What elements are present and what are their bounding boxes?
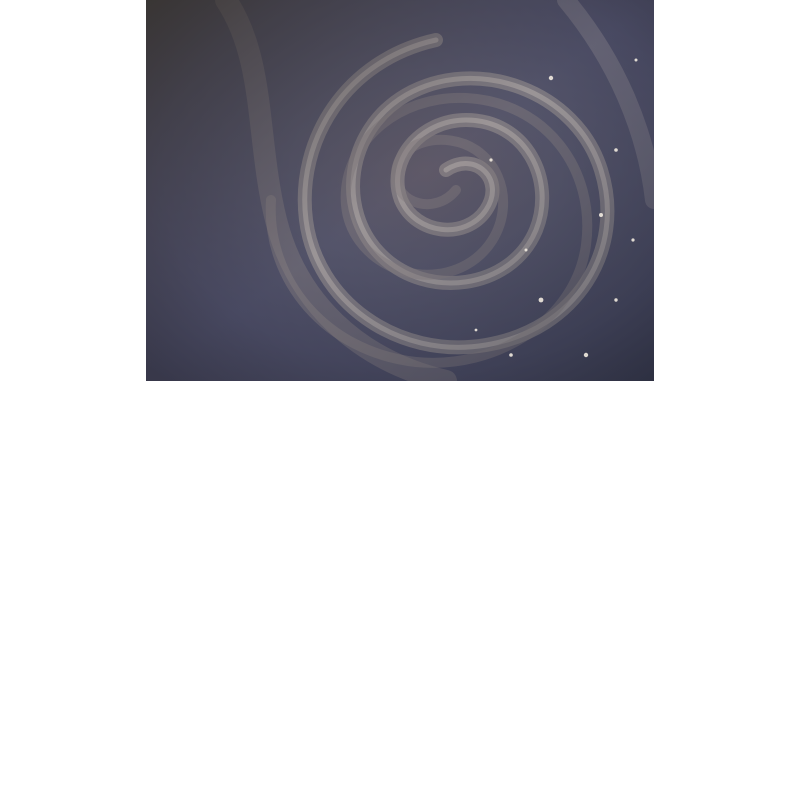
bottom-color-swatch-1 xyxy=(146,610,315,800)
galaxy-swirl-image xyxy=(146,0,654,381)
bottom-colors-row xyxy=(146,610,654,800)
top-color-swatch xyxy=(146,400,654,590)
bottom-color-swatch-3 xyxy=(485,610,654,800)
swatch-description xyxy=(164,22,434,37)
artwork-preview xyxy=(146,0,654,381)
bottom-color-swatch-2 xyxy=(315,610,484,800)
